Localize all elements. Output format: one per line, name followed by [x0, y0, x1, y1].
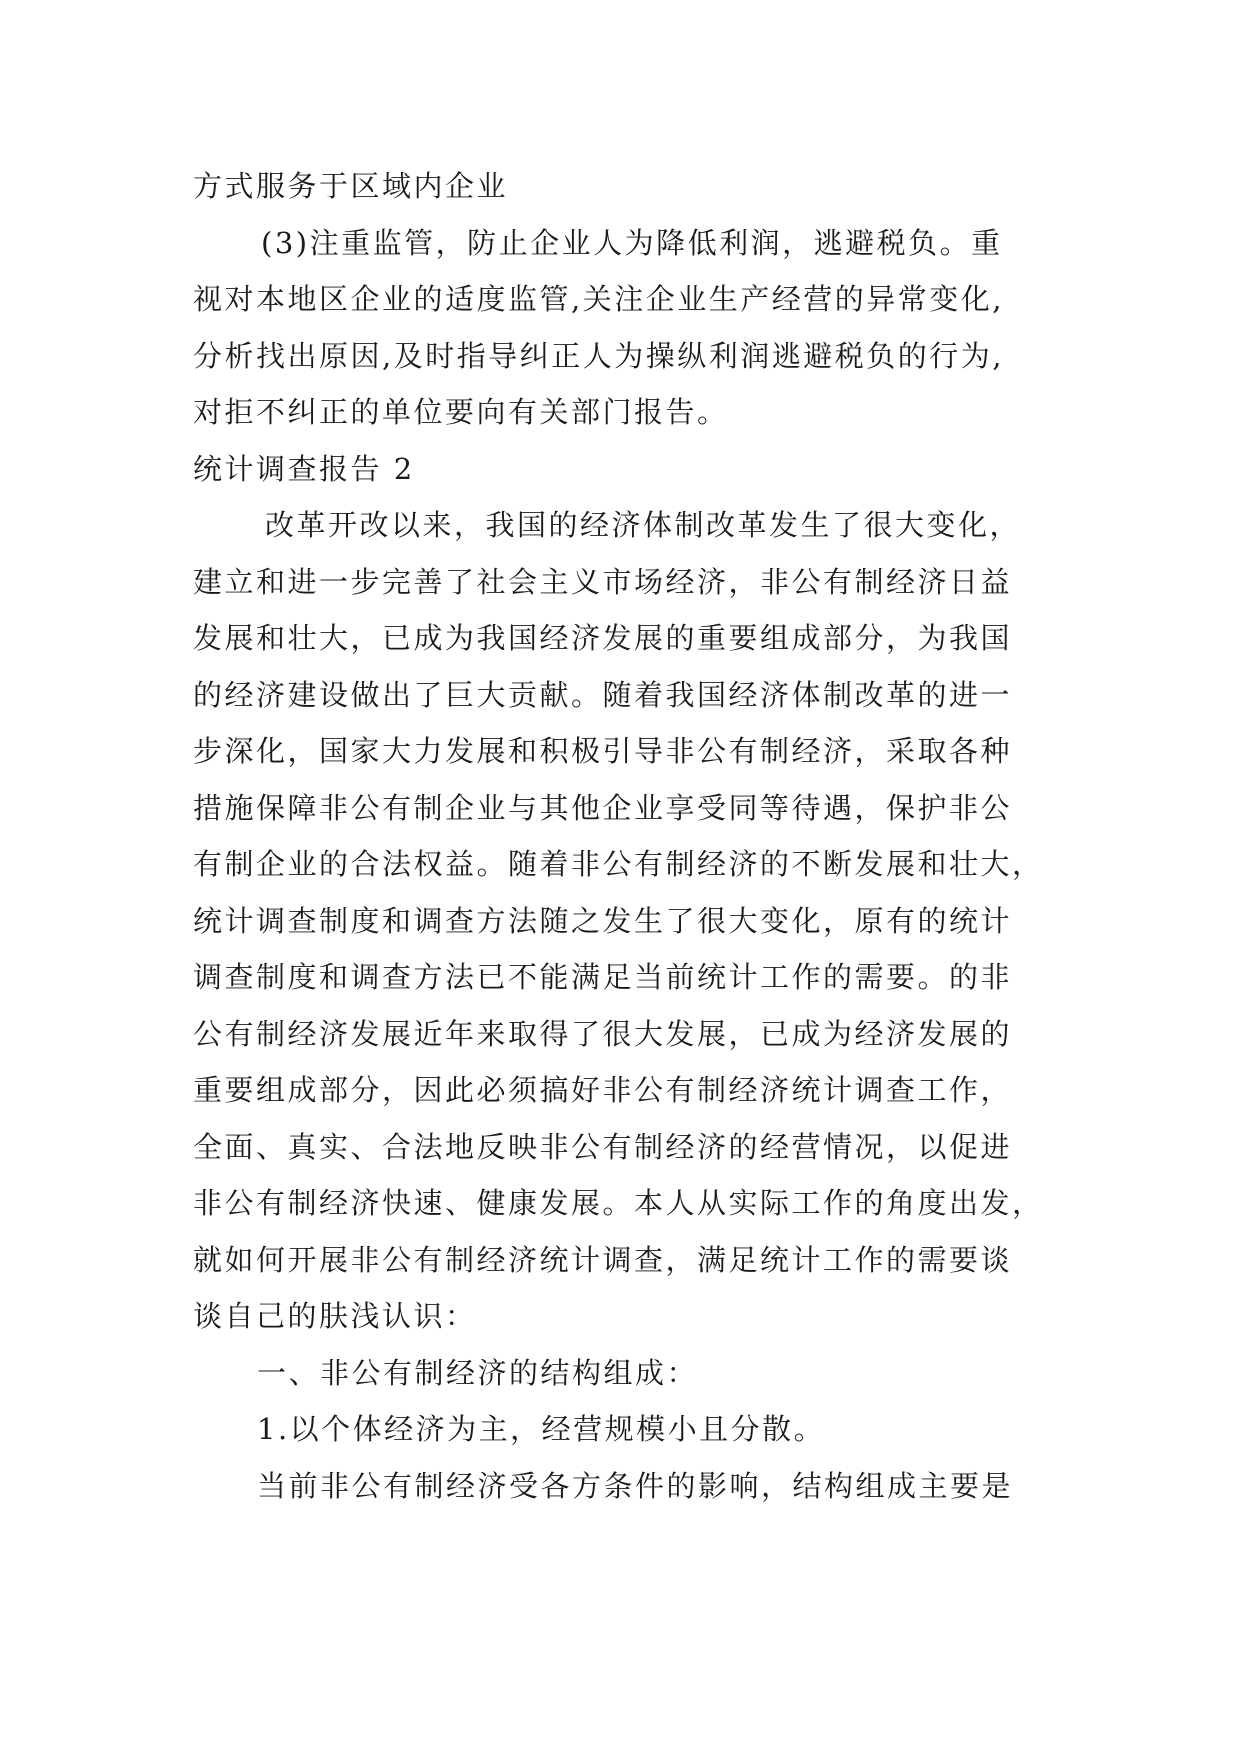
text-line: 措施保障非公有制企业与其他企业享受同等待遇，保护非公 [193, 790, 1013, 825]
text-line: 分析找出原因,及时指导纠正人为操纵利润逃避税负的行为, [193, 338, 1004, 373]
text-line: 对拒不纠正的单位要向有关部门报告。 [193, 395, 729, 429]
text-line: (3)注重监管，防止企业人为降低利润，逃避税负。重 [261, 225, 1003, 260]
text-line: 改革开改以来，我国的经济体制改革发生了很大变化， [265, 508, 1022, 542]
text-line: 当前非公有制经济受各方条件的影响，结构组成主要是 [257, 1468, 1014, 1503]
text-line: 就如何开展非公有制经济统计调查，满足统计工作的需要谈 [193, 1242, 1013, 1277]
text-line: 方式服务于区域内企业 [193, 169, 509, 203]
text-line: 建立和进一步完善了社会主义市场经济，非公有制经济日益 [193, 564, 1013, 599]
text-line: 重要组成部分，因此必须搞好非公有制经济统计调查工作， [193, 1073, 1013, 1107]
text-line: 调查制度和调查方法已不能满足当前统计工作的需要。的非 [193, 960, 1013, 994]
text-line: 发展和壮大，已成为我国经济发展的重要组成部分，为我国 [193, 621, 1013, 655]
text-line: 有制企业的合法权益。随着非公有制经济的不断发展和壮大， [193, 847, 1044, 881]
text-line: 视对本地区企业的适度监管,关注企业生产经营的异常变化, [193, 282, 1004, 316]
list-item: 1.以个体经济为主，经营规模小且分散。 [257, 1412, 826, 1446]
text-line: 全面、真实、合法地反映非公有制经济的经营情况，以促进 [193, 1129, 1013, 1164]
list-heading: 一、非公有制经济的结构组成： [257, 1355, 699, 1390]
text-line: 公有制经济发展近年来取得了很大发展，已成为经济发展的 [193, 1016, 1013, 1051]
text-line: 统计调查制度和调查方法随之发生了很大变化，原有的统计 [193, 903, 1013, 938]
text-line: 非公有制经济快速、健康发展。本人从实际工作的角度出发， [193, 1186, 1044, 1220]
text-line: 的经济建设做出了巨大贡献。随着我国经济体制改革的进一 [193, 677, 1013, 712]
document-body [193, 158, 1073, 1514]
text-line: 谈自己的肤浅认识： [193, 1299, 477, 1333]
text-line: 步深化，国家大力发展和积极引导非公有制经济，采取各种 [193, 734, 1013, 768]
section-heading: 统计调查报告 2 [193, 451, 415, 486]
